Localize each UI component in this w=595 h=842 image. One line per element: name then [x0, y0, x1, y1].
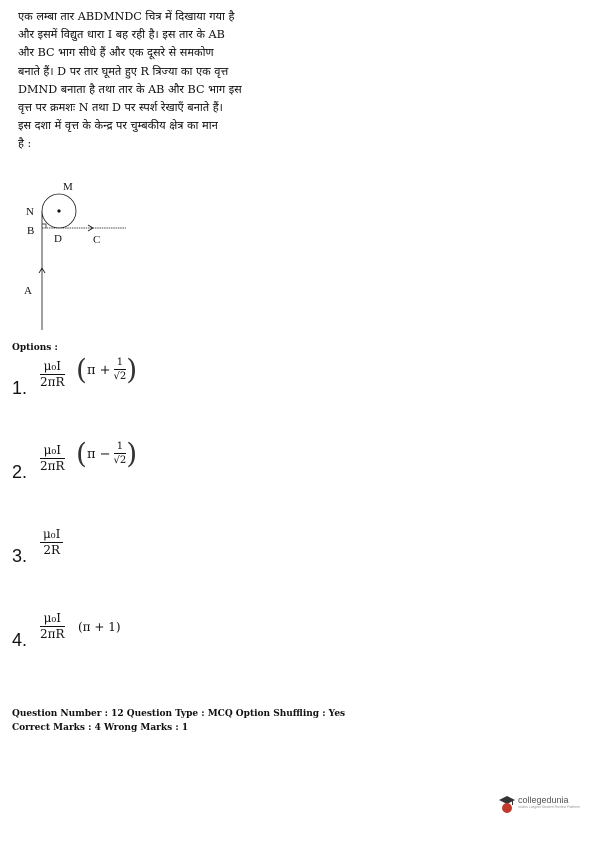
logo-name: collegedunia [518, 795, 569, 805]
option-1-bracket: ( π + $\frac{1}{√2}$ ) [76, 353, 138, 386]
question-line: और इसमें विद्युत धारा I बह रही है। इस तार के AB [18, 28, 225, 42]
option-1-inner-numerator: 1 [114, 357, 127, 370]
logo-tagline: India's Largest Student Review Platform [518, 805, 581, 809]
question-line: DMND बनाता है तथा तार के AB और BC भाग इस [18, 82, 242, 96]
option-1-bracket-lead: π + [86, 362, 111, 378]
meta-line-2: Correct Marks : 4 Wrong Marks : 1 [12, 723, 189, 733]
option-2-numerator: μ₀I [40, 443, 65, 459]
option-2-denominator: 2πR [40, 459, 65, 473]
label-d: D [54, 233, 62, 245]
option-3-fraction [40, 527, 63, 558]
option-1-denominator: 2πR [40, 375, 65, 389]
question-line: है : [18, 137, 32, 151]
option-2-bracket: ( π − $\frac{1}{√2}$ ) [76, 437, 138, 470]
label-a: A [24, 285, 32, 297]
option-4-numerator: μ₀I [40, 611, 65, 627]
option-2-bracket-lead: π − [86, 446, 111, 462]
option-4-factor: (π + 1) [78, 620, 121, 634]
option-4-denominator: 2πR [40, 627, 65, 641]
option-1-fraction [40, 359, 65, 390]
label-b: B [27, 225, 35, 237]
center-dot [57, 209, 60, 212]
option-4-number: 4. [12, 630, 28, 650]
graduate-cap-icon [498, 795, 516, 815]
option-3-numerator: μ₀I [40, 527, 63, 543]
option-2-inner-numerator: 1 [114, 441, 127, 454]
question-line: बनाते हैं। D पर तार घूमते हुए R त्रिज्या का एक वृत्त [18, 64, 229, 78]
option-2-inner-denominator: √2 [113, 455, 127, 466]
options-header: Options : [12, 343, 58, 353]
option-3-denominator: 2R [43, 543, 61, 557]
option-1-number: 1. [12, 378, 28, 398]
option-3-number: 3. [12, 546, 28, 566]
question-line: एक लम्बा तार ABDMNDC चित्र में दिखाया गया है [18, 10, 235, 23]
question-line: वृत्त पर क्रमशः N तथा D पर स्पर्श रेखाएँ बनाते हैं। [18, 101, 223, 115]
option-2-fraction [40, 443, 65, 474]
question-meta [12, 707, 345, 735]
label-c: C [93, 234, 101, 246]
question-line: और BC भाग सीधे हैं और एक दूसरे से समकोण [18, 46, 214, 60]
wire-diagram [18, 175, 138, 335]
option-1-inner-denominator: √2 [113, 371, 127, 382]
option-1-numerator: μ₀I [40, 359, 65, 375]
option-4-fraction [40, 611, 65, 642]
label-m: M [63, 181, 73, 193]
right-angle-mark [42, 224, 46, 228]
option-2-number: 2. [12, 462, 28, 482]
label-n: N [26, 206, 34, 218]
meta-line-1: Question Number : 12 Question Type : MCQ Option Shuffling : Yes [12, 709, 346, 719]
collegedunia-logo [498, 795, 580, 815]
question-line: इस दशा में वृत्त के केन्द्र पर चुम्बकीय क्षेत्र का मान [18, 119, 218, 133]
question-text [18, 8, 268, 154]
